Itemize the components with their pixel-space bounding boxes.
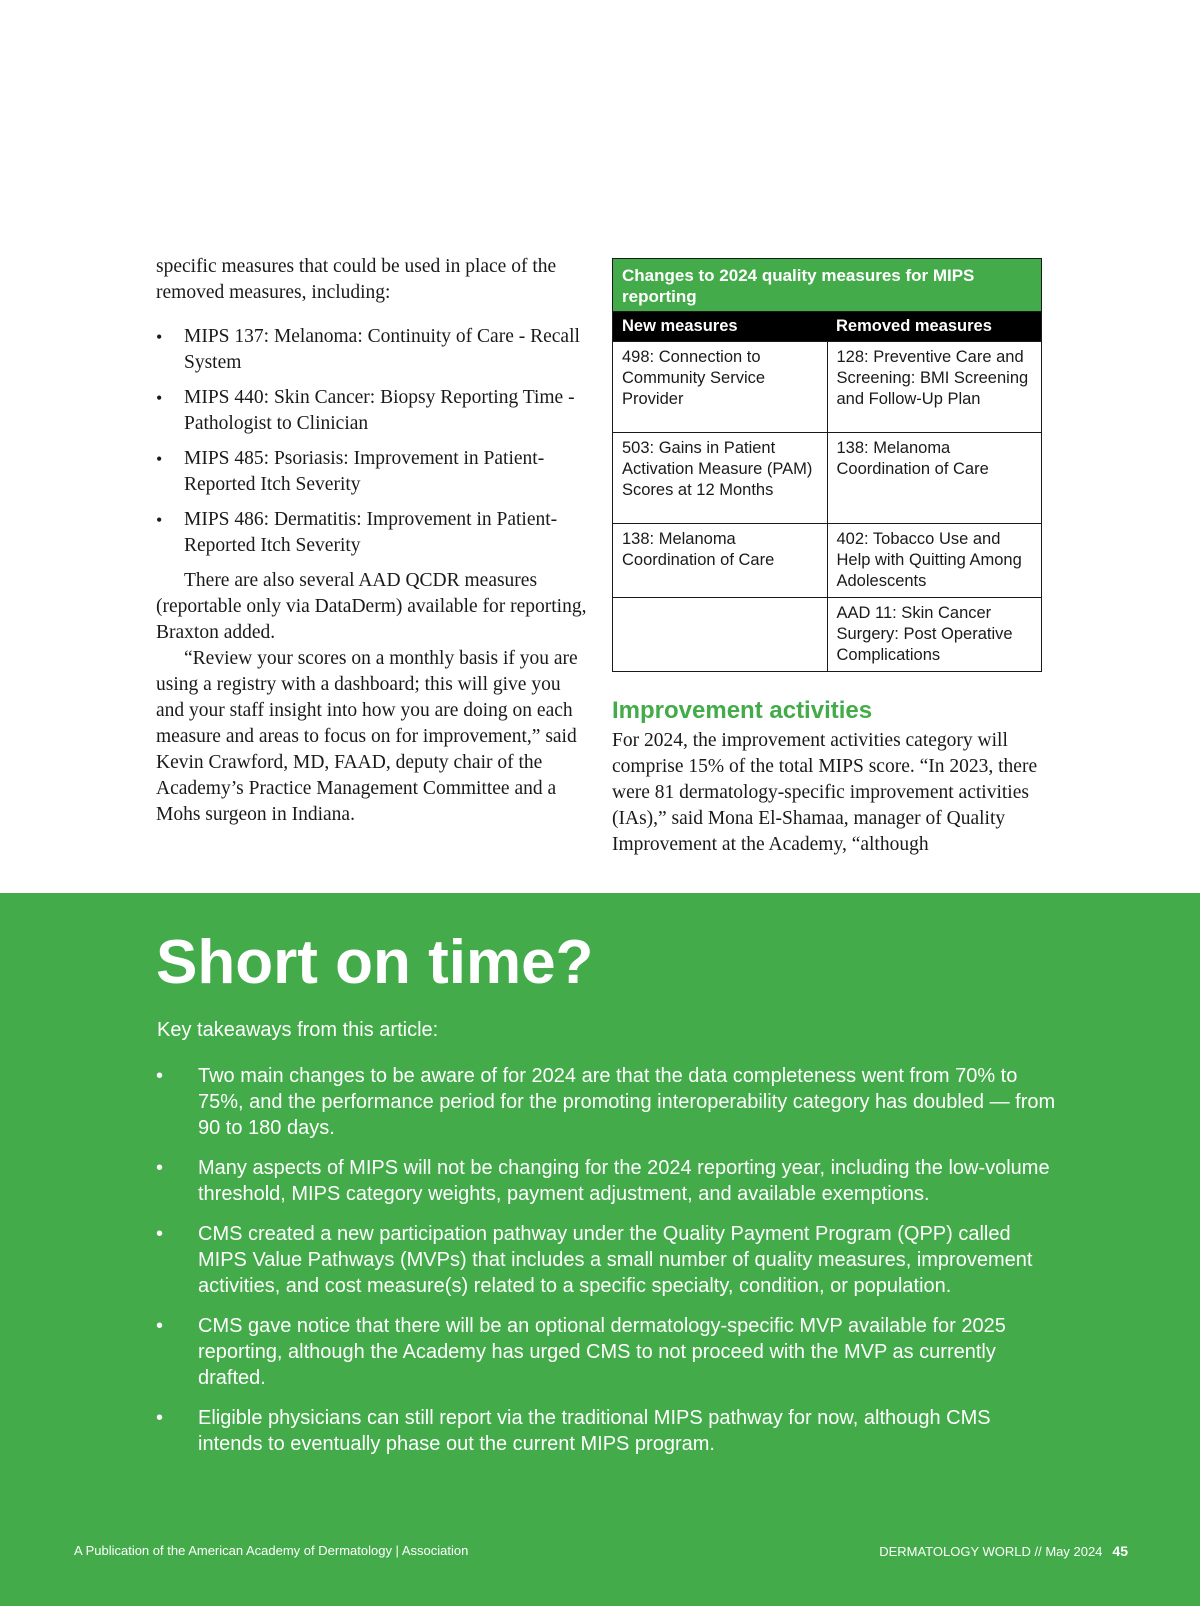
list-item: • MIPS 486: Dermatitis: Improvement in Patient-Reported Itch Severity (156, 507, 588, 559)
table-row (613, 342, 1042, 433)
takeaway-list (156, 1063, 1056, 1471)
table-cell: 498: Connection to Community Service Provider (613, 342, 828, 433)
table-cell: 138: Melanoma Coordination of Care (827, 433, 1042, 524)
improvement-section (612, 696, 1042, 858)
footer-publication: A Publication of the American Academy of Dermatology | Association (74, 1543, 469, 1558)
key-takeaways-box (0, 893, 1200, 1606)
column-header-removed: Removed measures (827, 312, 1042, 342)
list-item: • Eligible physicians can still report via the traditional MIPS pathway for now, although CMS intends to eventually phase out the current MIPS program. (156, 1405, 1056, 1457)
list-item: • MIPS 485: Psoriasis: Improvement in Patient-Reported Itch Severity (156, 446, 588, 498)
list-item: • CMS gave notice that there will be an optional dermatology-specific MVP available for 2025 reporting, although the Academy has urged CMS to not proceed with the MVP as currently drafted. (156, 1313, 1056, 1391)
list-item: • MIPS 137: Melanoma: Continuity of Care - Recall System (156, 324, 588, 376)
table-row (613, 598, 1042, 672)
column-header-new: New measures (613, 312, 828, 342)
sidebar-intro: Key takeaways from this article: (157, 1019, 439, 1041)
page-number: 45 (1112, 1543, 1128, 1559)
quality-measures-table (612, 258, 1042, 672)
list-item: • CMS created a new participation pathway under the Quality Payment Program (QPP) called MIPS Value Pathways (MVPs) that includes a small number of quality measures, improvement activities, and cost measure(s) related to a specific specialty, condition, or population. (156, 1221, 1056, 1299)
left-column (156, 254, 588, 828)
section-heading: Improvement activities (612, 697, 873, 724)
table-header-row (613, 312, 1042, 342)
table-title: Changes to 2024 quality measures for MIPS reporting (613, 259, 1042, 312)
table-cell: 503: Gains in Patient Activation Measure (PAM) Scores at 12 Months (613, 433, 828, 524)
table-cell: 402: Tobacco Use and Help with Quitting Among Adolescents (827, 524, 1042, 598)
footer-issue: DERMATOLOGY WORLD // May 2024 (879, 1544, 1103, 1559)
table-row (613, 433, 1042, 524)
list-item: • Two main changes to be aware of for 2024 are that the data completeness went from 70% to 75%, and the performance period for the promoting interoperability category has doubled — from 90 to 180 days. (156, 1063, 1056, 1141)
footer-magazine (879, 1543, 1128, 1560)
list-item: • Many aspects of MIPS will not be changing for the 2024 reporting year, including the low-volume threshold, MIPS category weights, payment adjustment, and available exemptions. (156, 1155, 1056, 1207)
table-cell: 138: Melanoma Coordination of Care (613, 524, 828, 598)
body-paragraph: “Review your scores on a monthly basis if you are using a registry with a dashboard; this will give you and your staff insight into how you are doing on each measure and areas to focus on for improvement,” said Kevin Crawford, MD, FAAD, deputy chair of the Academy’s Practice Management Committee and a Mohs surgeon in Indiana. (156, 648, 578, 825)
table-cell: 128: Preventive Care and Screening: BMI Screening and Follow-Up Plan (827, 342, 1042, 433)
body-paragraph: For 2024, the improvement activities category will comprise 15% of the total MIPS score. “In 2023, there were 81 dermatology-specific improvement activities (IAs),” said Mona El-Shamaa, manager of Quality Improvement at the Academy, “although (612, 730, 1038, 855)
table-cell: AAD 11: Skin Cancer Surgery: Post Operative Complications (827, 598, 1042, 672)
body-paragraph: There are also several AAD QCDR measures (reportable only via DataDerm) available for reporting, Braxton added. (156, 570, 587, 643)
table-row (613, 524, 1042, 598)
table-cell (613, 598, 828, 672)
list-item: • MIPS 440: Skin Cancer: Biopsy Reporting Time - Pathologist to Clinician (156, 385, 588, 437)
sidebar-heading: Short on time? (156, 928, 594, 997)
measure-list (156, 324, 588, 559)
intro-paragraph: specific measures that could be used in place of the removed measures, including: (156, 256, 557, 303)
table-title-row (613, 259, 1042, 312)
